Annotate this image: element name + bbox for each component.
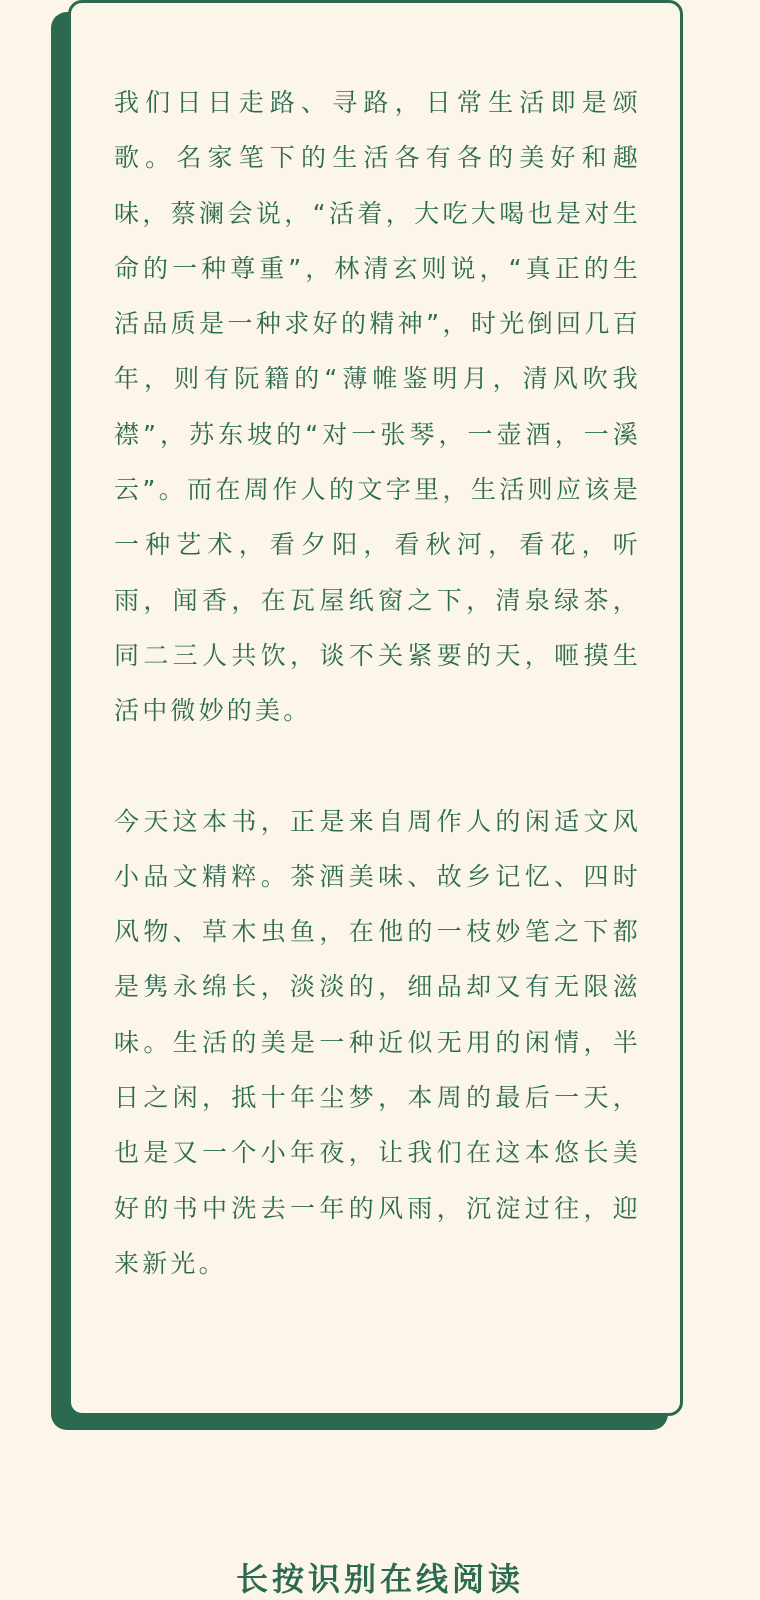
article-paragraph-1: 我们日日走路、寻路，日常生活即是颂歌。名家笔下的生活各有各的美好和趣味，蔡澜会说，“活着，大吃大喝也是对生命的一种尊重”，林清玄则说，“真正的生活品质是一种求好的精神”，时光倒回几百年，则有阮籍的“薄帷鉴明月，清风吹我襟”，苏东坡的“对一张琴，一壶酒，一溪云”。而在周作人的文字里，生活则应该是一种艺术，看夕阳，看秋河，看花，听雨，闻香，在瓦屋纸窗之下，清泉绿茶，同二三人共饮，谈不关紧要的天，咂摸生活中微妙的美。: [114, 88, 641, 726]
section-title: 长按识别在线阅读: [235, 1560, 524, 1598]
article-body: [114, 75, 641, 1291]
article-card: [68, 0, 683, 1416]
article-paragraph-2: 今天这本书，正是来自周作人的闲适文风小品文精粹。茶酒美味、故乡记忆、四时风物、草木虫鱼，在他的一枝妙笔之下都是隽永绵长，淡淡的，细品却又有无限滋味。生活的美是一种近似无用的闲情，半日之闲，抵十年尘梦，本周的最后一天，也是又一个小年夜，让我们在这本悠长美好的书中洗去一年的风雨，沉淀过往，迎来新光。: [114, 806, 641, 1278]
